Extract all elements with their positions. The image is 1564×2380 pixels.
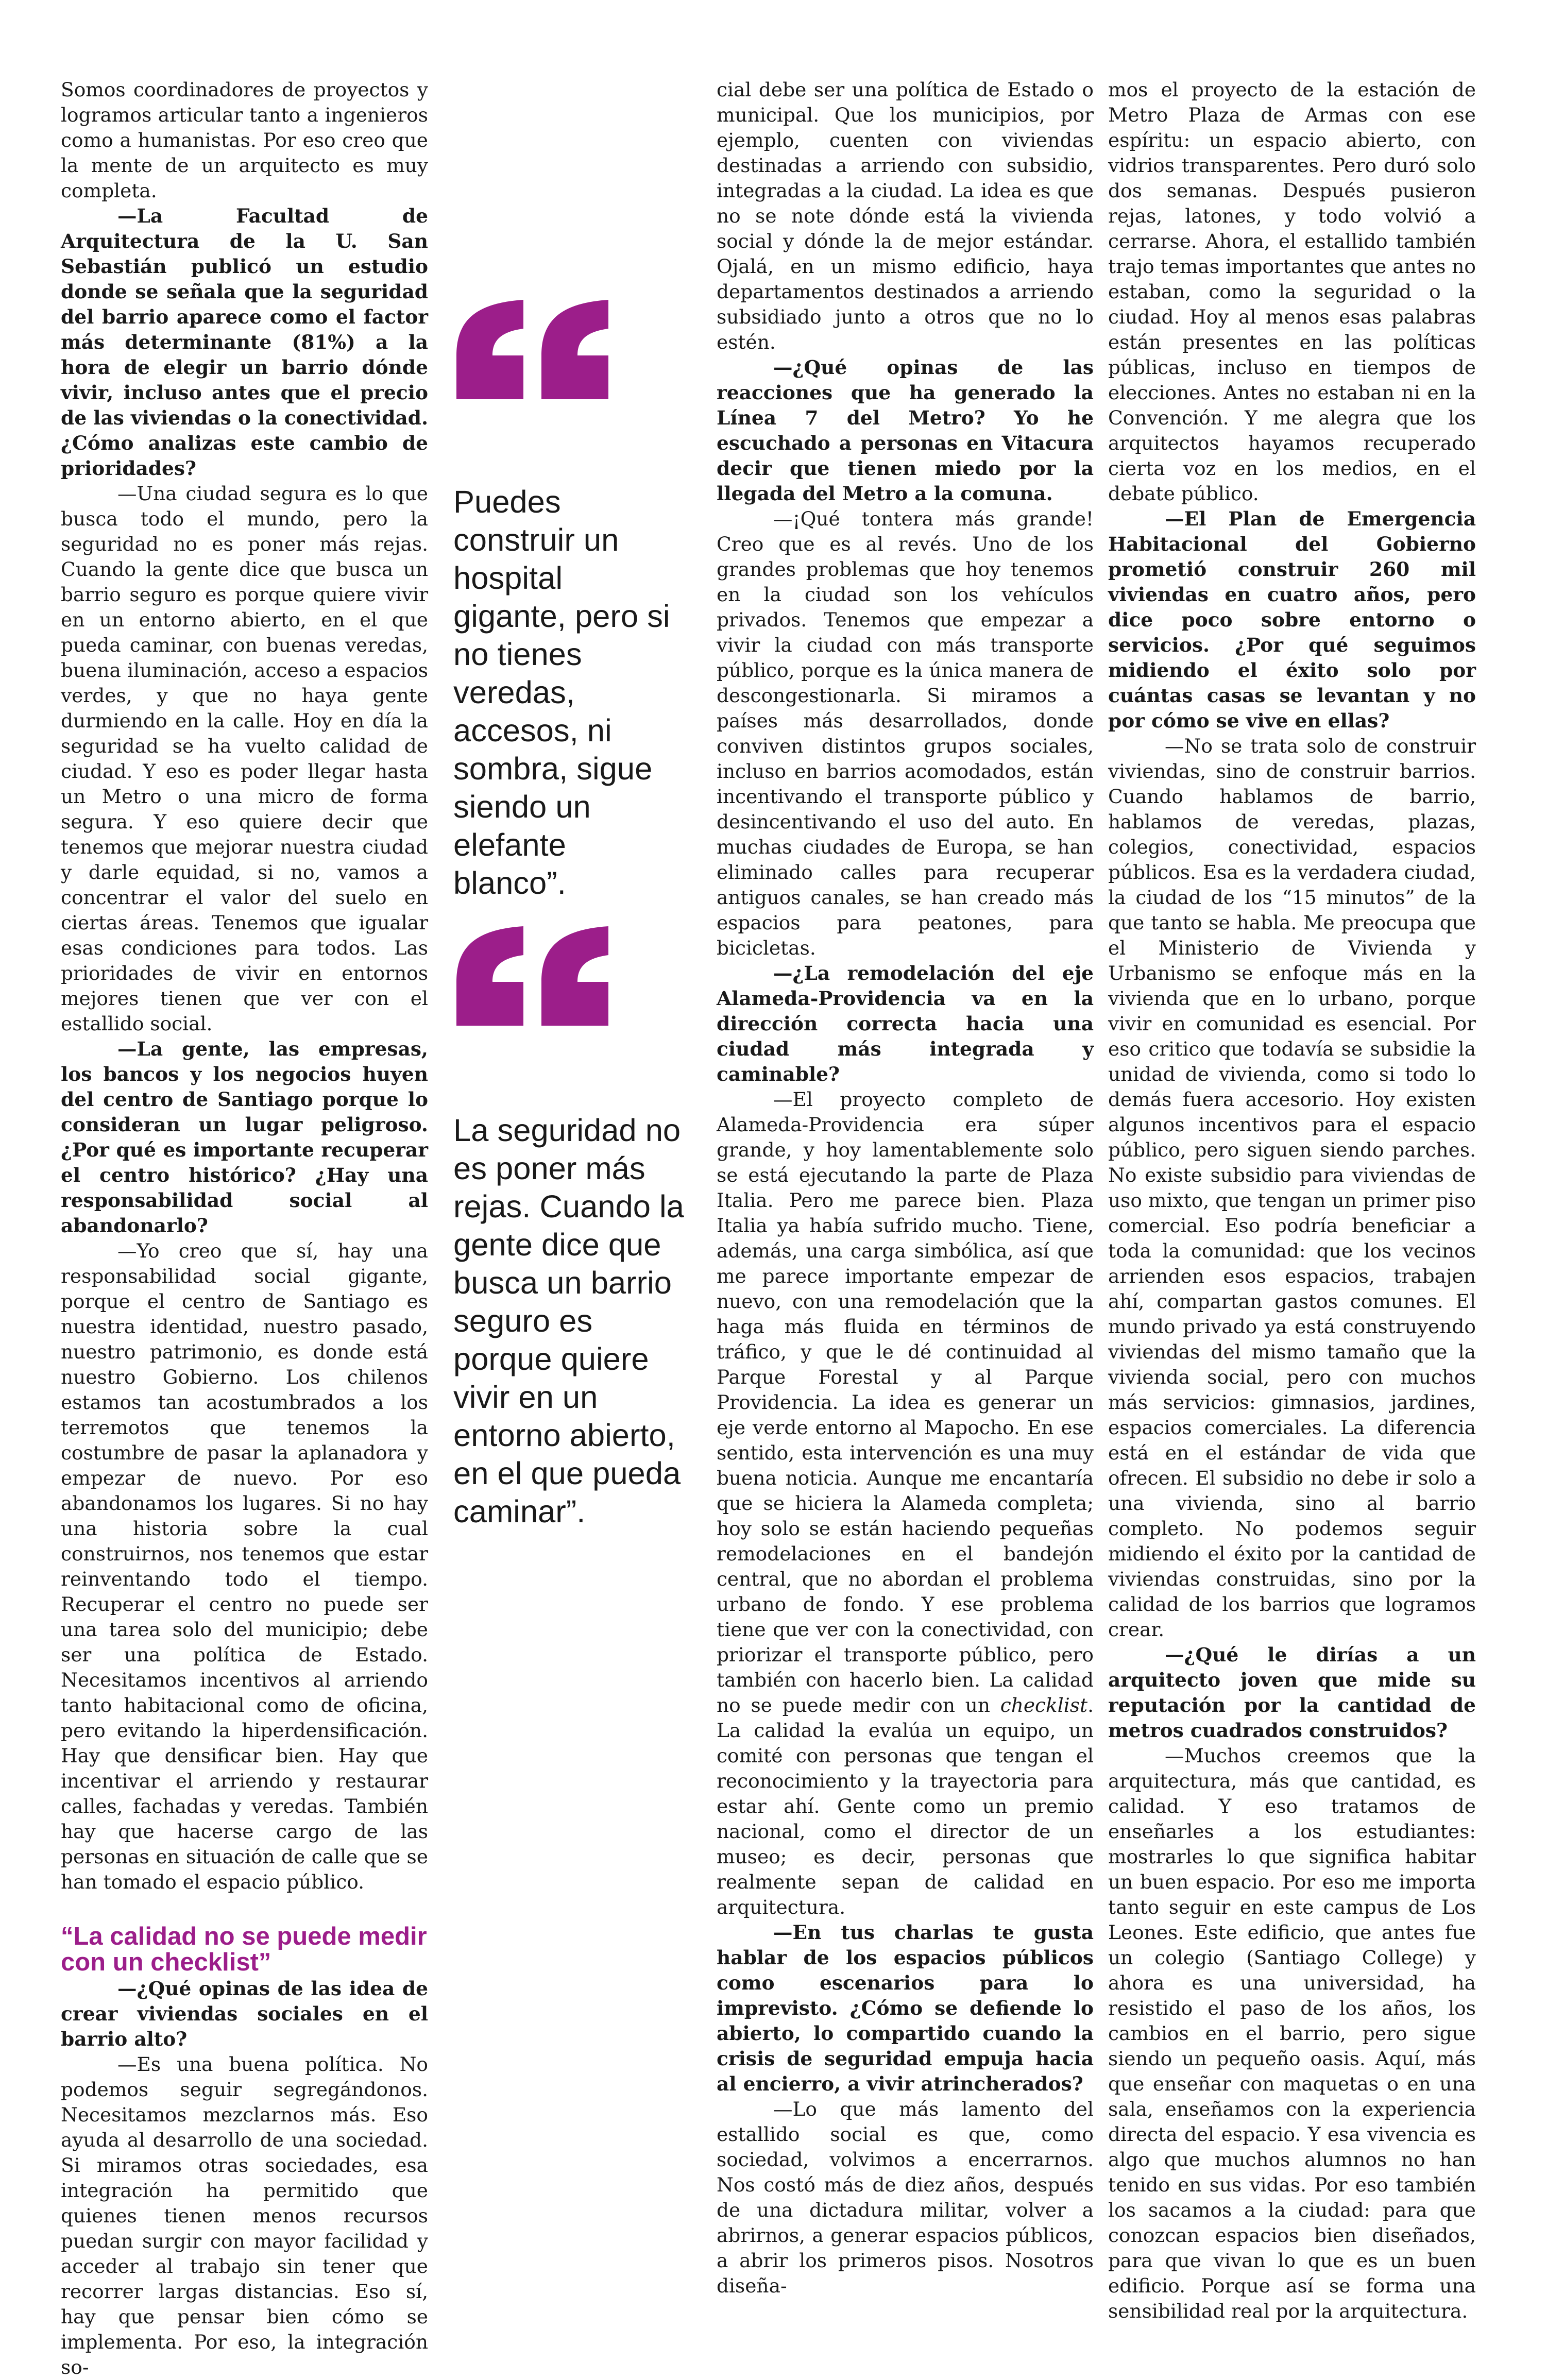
interview-answer: —Muchos creemos que la arquitectura, más que cantidad, es calidad. Y eso tratamos de enseñarles a los estudiantes: mostrarles lo que significa habitar un buen espacio. Por eso me importa tanto seguir en este campus de Los Leones. Este edificio, que antes fue un colegio (Santiago College) y ahora es una universidad, ha resistido el paso de los años, los cambios en el barrio, pero sigue siendo un pequeño oasis. Aquí, más que enseñar con maquetas o en una sala, enseñamos con la experiencia directa del espacio. Y esa vivencia es algo que muchos alumnos no han tenido en sus vidas. Por eso también los sacamos a la ciudad: para que conozcan espacios bien diseñados, para que vivan lo que es un buen edificio. Porque así se forma una sensibilidad real por la arquitectura.	[1108, 1744, 1476, 2322]
interview-question: —¿Qué le dirías a un arquitecto joven que mide su reputación por la cantidad de metros cuadrados construidos?	[1108, 1643, 1476, 1742]
article-column-1	[61, 77, 428, 2380]
answer-text: . La calidad la evalúa un equipo, un comité con personas que tengan el reconocimiento y la trayectoria para estar ahí. Gente como un premio nacional, como el director de un museo; es decir, personas que realmente sepan de calidad en arquitectura.	[717, 1694, 1094, 1918]
article-column-3	[717, 77, 1094, 2299]
interview-answer: —Lo que más lamento del estallido social es que, como sociedad, volvimos a encerrarnos. Nos costó más de diez años, después de una dictadura militar, volver a abrirnos, a generar espacios públicos, a abrir los primeros pisos. Nosotros diseña-	[717, 2098, 1094, 2297]
quotation-mark-icon	[451, 299, 616, 402]
section-subheading: “La calidad no se puede medir con un checklist”	[61, 1923, 427, 1976]
pull-quote-2: La seguridad no es poner más rejas. Cuando la gente dice que busca un barrio seguro es porque quiere vivir en un entorno abierto, en el que pueda caminar”.	[453, 1113, 684, 1529]
paragraph: cial debe ser una política de Estado o municipal. Que los municipios, por ejemplo, cuenten con viviendas destinadas a arriendo con subsidio, integradas a la ciudad. La idea es que no se note dónde está la vivienda social y dónde la de mejor estándar. Ojalá, en un mismo edificio, haya departamentos destinados a arriendo subsidiado junto a otros que no lo estén.	[717, 78, 1094, 353]
interview-answer: —Una ciudad segura es lo que busca todo el mundo, pero la seguridad no es poner más rejas. Cuando la gente dice que busca un barrio seguro es porque quiere vivir en un entorno abierto, en el que pueda caminar, con buenas veredas, buena iluminación, acceso a espacios verdes, y que no haya gente durmiendo en la calle. Hoy en día la seguridad se ha vuelto calidad de ciudad. Y eso es poder llegar hasta un Metro o una micro de forma segura. Y eso quiere decir que tenemos que mejorar nuestra ciudad y darle equidad, si no, vamos a concentrar el valor del suelo en ciertas áreas. Tenemos que igualar esas condiciones para todos. Las prioridades de vivir en entornos mejores tienen que ver con el estallido social.	[61, 482, 428, 1035]
quotation-mark-icon	[451, 925, 616, 1028]
interview-answer: —Yo creo que sí, hay una responsabilidad social gigante, porque el centro de Santiago es nuestra identidad, nuestro pasado, nuestro patrimonio, es donde está nuestro Gobierno. Los chilenos estamos tan acostumbrados a los terremotos que tenemos la costumbre de pasar la aplanadora y empezar de nuevo. Por eso abandonamos los lugares. Si no hay una historia sobre la cual construirnos, nos tenemos que estar reinventando todo el tiempo. Recuperar el centro no puede ser una tarea solo del municipio; debe ser una política de Estado. Necesitamos incentivos al arriendo tanto habitacional como de oficina, pero evitando la hiperdensificación. Hay que densificar bien. Hay que incentivar el arriendo y restaurar calles, fachadas y veredas. También hay que hacerse cargo de las personas en situación de calle que se han tomado el espacio público.	[61, 1239, 428, 1893]
answer-italic-term: checklist	[1000, 1694, 1088, 1716]
interview-question: —La gente, las empresas, los bancos y los negocios huyen del centro de Santiago porque lo consideran un lugar peligroso. ¿Por qué es importante recuperar el centro histórico? ¿Hay una responsabilidad social al abandonarlo?	[61, 1038, 428, 1237]
answer-text: —El proyecto completo de Alameda-Providencia era súper grande, y hoy lamentablemente solo se está ejecutando la parte de Plaza Italia. Pero me parece bien. Plaza Italia ya había sufrido mucho. Tiene, además, una carga simbólica, así que me parece importante empezar de nuevo, con una remodelación que la haga más fluida en términos de tráfico, y que le dé continuidad al Parque Forestal y al Parque Providencia. La idea es generar un eje verde entorno al Mapocho. En ese sentido, esta intervención es una muy buena noticia. Aunque me encantaría que se hiciera la Alameda completa; hoy solo se están haciendo pequeñas remodelaciones en el bandejón central, que no abordan el problema urbano de fondo. Y ese problema tiene que ver con la conectividad, con priorizar el transporte público, pero también con hacerlo bien. La calidad no se puede medir con un	[717, 1088, 1094, 1716]
article-column-4	[1108, 77, 1476, 2324]
interview-question: —El Plan de Emergencia Habitacional del Gobierno prometió construir 260 mil viviendas en cuatro años, pero dice poco sobre entorno o servicios. ¿Por qué seguimos midiendo el éxito solo por cuántas casas se levantan y no por cómo se vive en ellas?	[1108, 507, 1476, 732]
interview-answer: —¡Qué tontera más grande! Creo que es al revés. Uno de los grandes problemas que hoy tenemos en la ciudad son los vehículos privados. Tenemos que empezar a vivir la ciudad con más transporte público, porque es la única manera de descongestionarla. Si miramos a países más desarrollados, donde conviven distintos grupos sociales, incluso en barrios acomodados, están incentivando el transporte público y desincentivando el uso del auto. En muchas ciudades de Europa, se han eliminado calles para recuperar antiguos canales, se han creado más espacios para peatones, para bicicletas.	[717, 507, 1094, 959]
paragraph: Somos coordinadores de proyectos y logramos articular tanto a ingenieros como a humanistas. Por eso creo que la mente de un arquitecto es muy completa.	[61, 78, 428, 202]
interview-question: —La Facultad de Arquitectura de la U. San Sebastián publicó un estudio donde se señala que la seguridad del barrio aparece como el factor más determinante (81%) a la hora de elegir un barrio dónde vivir, incluso antes que el precio de las viviendas o la conectividad. ¿Cómo analizas este cambio de prioridades?	[61, 205, 428, 480]
interview-answer: —No se trata solo de construir viviendas, sino de construir barrios. Cuando hablamos de barrio, hablamos de veredas, plazas, colegios, conectividad, espacios públicos. Esa es la verdadera ciudad, la ciudad de los “15 minutos” de la que tanto se habla. Me preocupa que el Ministerio de Vivienda y Urbanismo se enfoque más en la vivienda que en lo urbano, porque vivir en comunidad es esencial. Por eso critico que todavía se subsidie la unidad de vivienda, como si todo lo demás fuera accesorio. Hoy existen algunos incentivos para el espacio público, pero siguen siendo parches. No existe subsidio para viviendas de uso mixto, que tengan un primer piso comercial. Eso podría beneficiar a toda la comunidad: que los vecinos arrienden esos espacios, trabajen ahí, compartan gastos comunes. El mundo privado ya está construyendo viviendas del mismo tamaño que la vivienda social, pero con muchos más servicios: gimnasios, jardines, espacios comerciales. La diferencia está en el estándar de vida que ofrecen. El subsidio no debe ir solo a una vivienda, sino al barrio completo. No podemos seguir midiendo el éxito por la cantidad de viviendas construidas, sino por la calidad de los barrios que logramos crear.	[1108, 735, 1476, 1641]
interview-question: —¿Qué opinas de las idea de crear viviendas sociales en el barrio alto?	[61, 1977, 428, 2050]
interview-question: —¿La remodelación del eje Alameda-Providencia va en la dirección correcta hacia una ciudad más integrada y caminable?	[717, 962, 1094, 1085]
interview-answer	[717, 1087, 1094, 1920]
interview-question: —En tus charlas te gusta hablar de los espacios públicos como escenarios para lo imprevisto. ¿Cómo se defiende lo abierto, lo compartido cuando la crisis de seguridad empuja hacia al encierro, a vivir atrincherados?	[717, 1921, 1094, 2095]
paragraph: mos el proyecto de la estación de Metro Plaza de Armas con ese espíritu: un espacio abierto, con vidrios transparentes. Pero duró solo dos semanas. Después pusieron rejas, latones, y todo volvió a cerrarse. Ahora, el estallido también trajo temas importantes que antes no estaban, como la seguridad o la ciudad. Hoy al menos esas palabras están presentes en las políticas públicas, incluso en tiempos de elecciones. Antes no estaban ni en la Convención. Y me alegra que los arquitectos hayamos recuperado cierta voz en los medios, en el debate público.	[1108, 78, 1476, 505]
interview-question: —¿Qué opinas de las reacciones que ha generado la Línea 7 del Metro? Yo he escuchado a personas en Vitacura decir que tienen miedo por la llegada del Metro a la comuna.	[717, 356, 1094, 505]
interview-answer: —Es una buena política. No podemos seguir segregándonos. Necesitamos mezclarnos más. Eso ayuda al desarrollo de una sociedad. Si miramos otras sociedades, esa integración ha permitido que quienes tienen menos recursos puedan surgir con mayor facilidad y acceder al trabajo sin tener que recorrer largas distancias. Eso sí, hay que pensar bien cómo se implementa. Por eso, la integración so-	[61, 2053, 428, 2378]
pull-quote-1: Puedes construir un hospital gigante, pero si no tienes veredas, accesos, ni sombra, sigue siendo un elefante blanco”.	[453, 484, 670, 901]
